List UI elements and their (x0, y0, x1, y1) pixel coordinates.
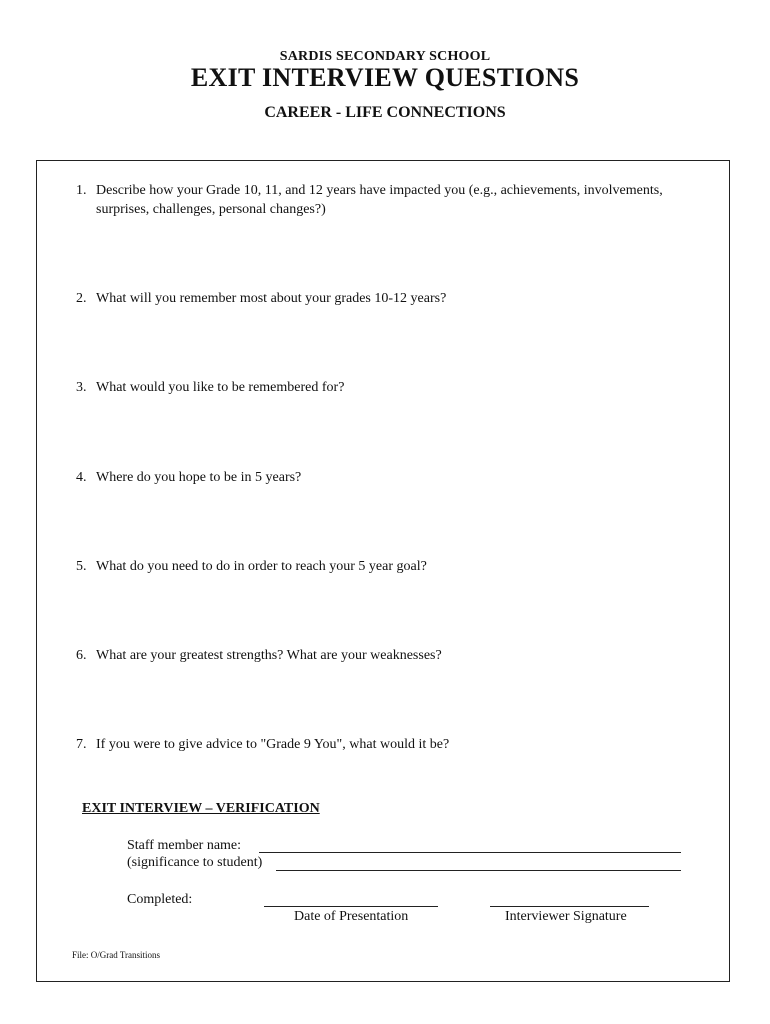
significance-label: (significance to student) (127, 855, 263, 870)
question-text: What will you remember most about your grades 10-12 years? (96, 291, 447, 306)
question-number: 3. (76, 380, 87, 395)
question-5 (76, 557, 716, 576)
question-text: What are your greatest strengths? What are your weaknesses? (96, 648, 442, 663)
question-text: What would you like to be remembered for? (96, 380, 345, 395)
staff-name-label: Staff member name: (127, 838, 242, 853)
page-title: EXIT INTERVIEW QUESTIONS (190, 63, 580, 92)
page-subtitle: CAREER - LIFE CONNECTIONS (264, 104, 506, 121)
interviewer-signature-field[interactable] (490, 906, 649, 907)
verification-heading: EXIT INTERVIEW – VERIFICATION (82, 801, 320, 816)
question-1 (76, 181, 716, 219)
question-6 (76, 646, 716, 665)
question-number: 7. (76, 737, 87, 752)
completed-label: Completed: (127, 892, 193, 907)
question-3 (76, 378, 716, 397)
date-of-presentation-field[interactable] (264, 906, 438, 907)
question-text: Where do you hope to be in 5 years? (96, 470, 302, 485)
question-number: 2. (76, 291, 87, 306)
significance-field[interactable] (276, 870, 681, 871)
question-text: If you were to give advice to "Grade 9 You", what would it be? (96, 737, 450, 752)
question-text: Describe how your Grade 10, 11, and 12 years have impacted you (e.g., achievements, involvements, surprises, challenges, personal changes?) (96, 183, 663, 217)
question-2 (76, 289, 716, 308)
question-number: 4. (76, 470, 87, 485)
school-name: SARDIS SECONDARY SCHOOL (279, 49, 491, 64)
question-text: What do you need to do in order to reach your 5 year goal? (96, 559, 427, 574)
interviewer-signature-caption: Interviewer Signature (505, 909, 627, 924)
file-note: File: O/Grad Transitions (72, 950, 161, 960)
date-of-presentation-caption: Date of Presentation (294, 909, 409, 924)
question-4 (76, 468, 716, 487)
question-number: 6. (76, 648, 87, 663)
question-number: 1. (76, 183, 87, 198)
question-7 (76, 735, 716, 754)
question-number: 5. (76, 559, 87, 574)
questions-form-box (36, 160, 730, 982)
staff-name-field[interactable] (259, 852, 681, 853)
